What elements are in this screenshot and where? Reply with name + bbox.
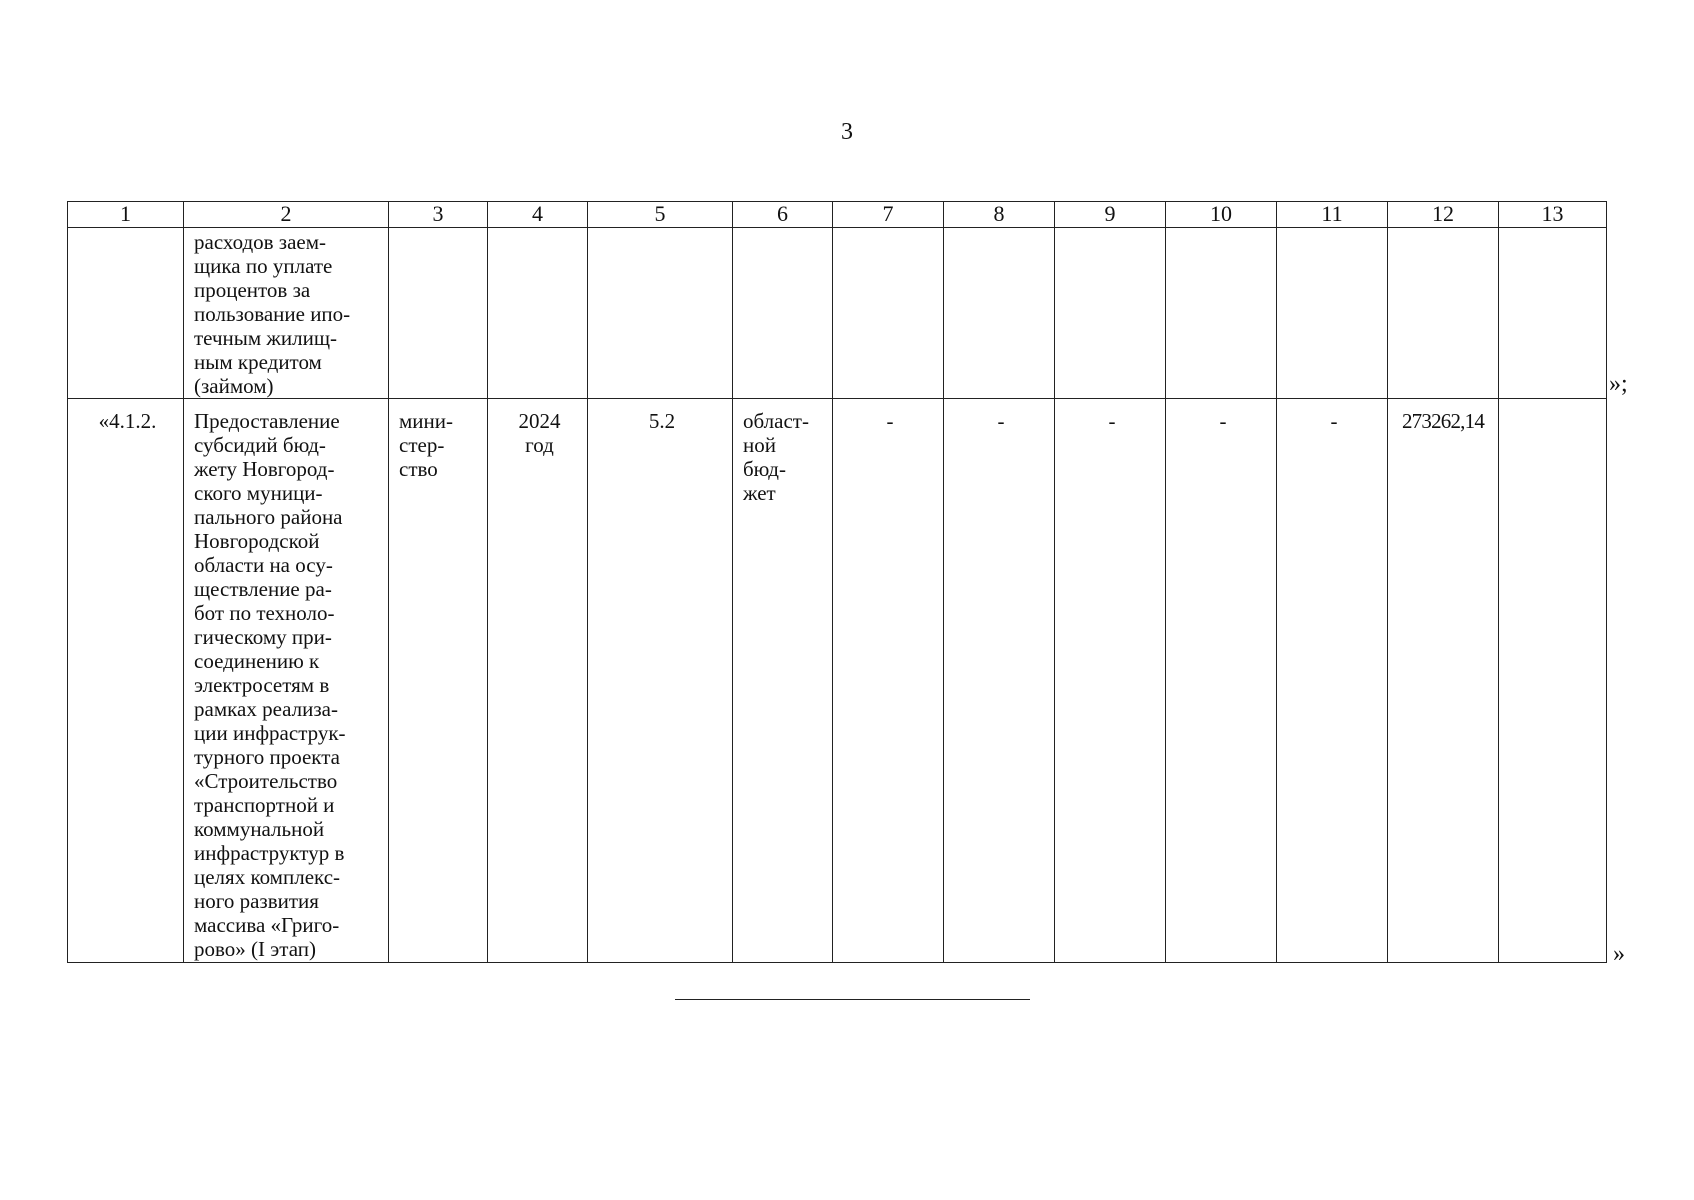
cell-empty [1499, 228, 1607, 399]
table-row-continuation [68, 228, 1607, 399]
closing-quote-semicolon: »; [1609, 371, 1628, 397]
cell-empty [1055, 228, 1166, 399]
column-header-5: 5 [588, 202, 733, 228]
description-text: Предоставление субсидий бюд- жету Новгород- ского муници- пального района Новгородской области на осу- ществление ра- бот по техноло- гическому при- соединению к электросетям в рамках реализа- ции инфраструк- турного проекта «Строительство транспортной и коммунальной инфраструктур в целях комплекс- ного развития массива «Григо- рово» (I этап) [194, 409, 346, 961]
cell-col8 [944, 399, 1055, 963]
cell-col12 [1388, 399, 1499, 963]
cell-description-continued [184, 228, 389, 399]
column-header-10: 10 [1166, 202, 1277, 228]
cell-empty [488, 228, 588, 399]
page-number: 3 [841, 119, 853, 145]
cell-empty [733, 228, 833, 399]
col8-text: - [997, 409, 1005, 433]
col13-text [1499, 399, 1606, 409]
cell-item-number [68, 399, 184, 963]
col7-text: - [886, 409, 894, 433]
column-header-6: 6 [733, 202, 833, 228]
cell-empty [1388, 228, 1499, 399]
column-header-3: 3 [389, 202, 488, 228]
column-header-9: 9 [1055, 202, 1166, 228]
column-header-13: 13 [1499, 202, 1607, 228]
column-header-8: 8 [944, 202, 1055, 228]
col11-text: - [1330, 409, 1338, 433]
table-row-4-1-2 [68, 399, 1607, 963]
cell-col11 [1277, 399, 1388, 963]
header-row [68, 202, 1607, 228]
program-table [67, 201, 1607, 963]
funding-source-text: област- ной бюд- жет [743, 409, 809, 505]
cell-funding-source [733, 399, 833, 963]
item-number-text: «4.1.2. [98, 409, 157, 433]
column-header-2: 2 [184, 202, 389, 228]
cell-empty [588, 228, 733, 399]
column-header-11: 11 [1277, 202, 1388, 228]
column-header-1: 1 [68, 202, 184, 228]
column-header-4: 4 [488, 202, 588, 228]
description-continued-text: расходов заем- щика по уплате процентов за пользование ипо- течным жилищ- ным кредитом (займом) [194, 230, 351, 398]
period-text: 2024 год [518, 409, 561, 457]
cell-col13 [1499, 399, 1607, 963]
target-indicator-text: 5.2 [648, 409, 676, 433]
bottom-separator-line [675, 999, 1030, 1000]
executor-text: мини- стер- ство [399, 409, 453, 481]
col9-text: - [1108, 409, 1116, 433]
column-header-7: 7 [833, 202, 944, 228]
cell-target-indicator [588, 399, 733, 963]
cell-empty [833, 228, 944, 399]
cell-col7 [833, 399, 944, 963]
col10-text: - [1219, 409, 1227, 433]
cell-empty [944, 228, 1055, 399]
cell-empty [1166, 228, 1277, 399]
cell-empty [68, 228, 184, 399]
cell-empty [389, 228, 488, 399]
cell-description [184, 399, 389, 963]
cell-executor [389, 399, 488, 963]
cell-col9 [1055, 399, 1166, 963]
col12-amount: 273262,14 [1401, 409, 1485, 433]
cell-col10 [1166, 399, 1277, 963]
column-header-12: 12 [1388, 202, 1499, 228]
cell-period [488, 399, 588, 963]
cell-empty [1277, 228, 1388, 399]
closing-quote: » [1613, 941, 1625, 967]
